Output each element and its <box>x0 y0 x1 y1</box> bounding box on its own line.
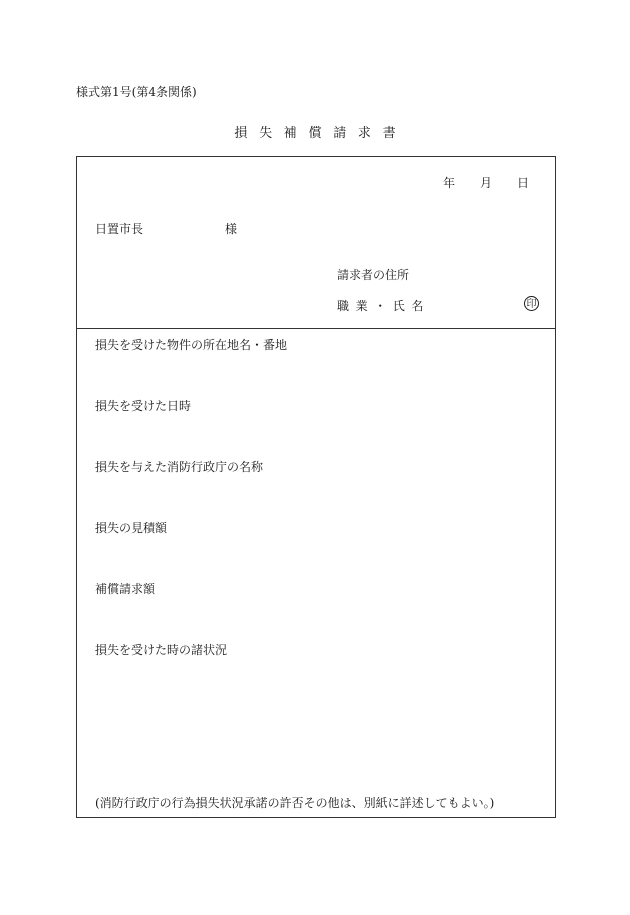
form-frame <box>76 156 556 818</box>
field-label-location: 損失を受けた物件の所在地名・番地 <box>95 338 288 352</box>
field-label-agency: 損失を与えた消防行政庁の名称 <box>95 460 264 474</box>
date-year-label: 年 <box>443 176 456 190</box>
honorific: 様 <box>225 222 238 236</box>
header-section <box>77 157 555 329</box>
field-label-claim-amount: 補償請求額 <box>95 582 156 596</box>
field-label-estimate: 損失の見積額 <box>95 521 168 535</box>
seal-icon: 印 <box>524 296 539 311</box>
date-month-label: 月 <box>480 176 493 190</box>
date-day-label: 日 <box>517 176 530 190</box>
form-number: 様式第1号(第4条関係) <box>76 85 197 99</box>
claimant-address-label: 請求者の住所 <box>337 268 410 282</box>
claimant-name-label: 職業・氏名 <box>337 299 431 313</box>
footnote: (消防行政庁の行為損失状況承諾の許否その他は、別紙に詳述してもよい。) <box>95 796 495 810</box>
field-label-datetime: 損失を受けた日時 <box>95 399 192 413</box>
addressee: 日置市長 <box>95 222 144 236</box>
document-title: 損失補償請求書 <box>234 126 408 141</box>
field-label-circumstances: 損失を受けた時の諸状況 <box>95 643 228 657</box>
